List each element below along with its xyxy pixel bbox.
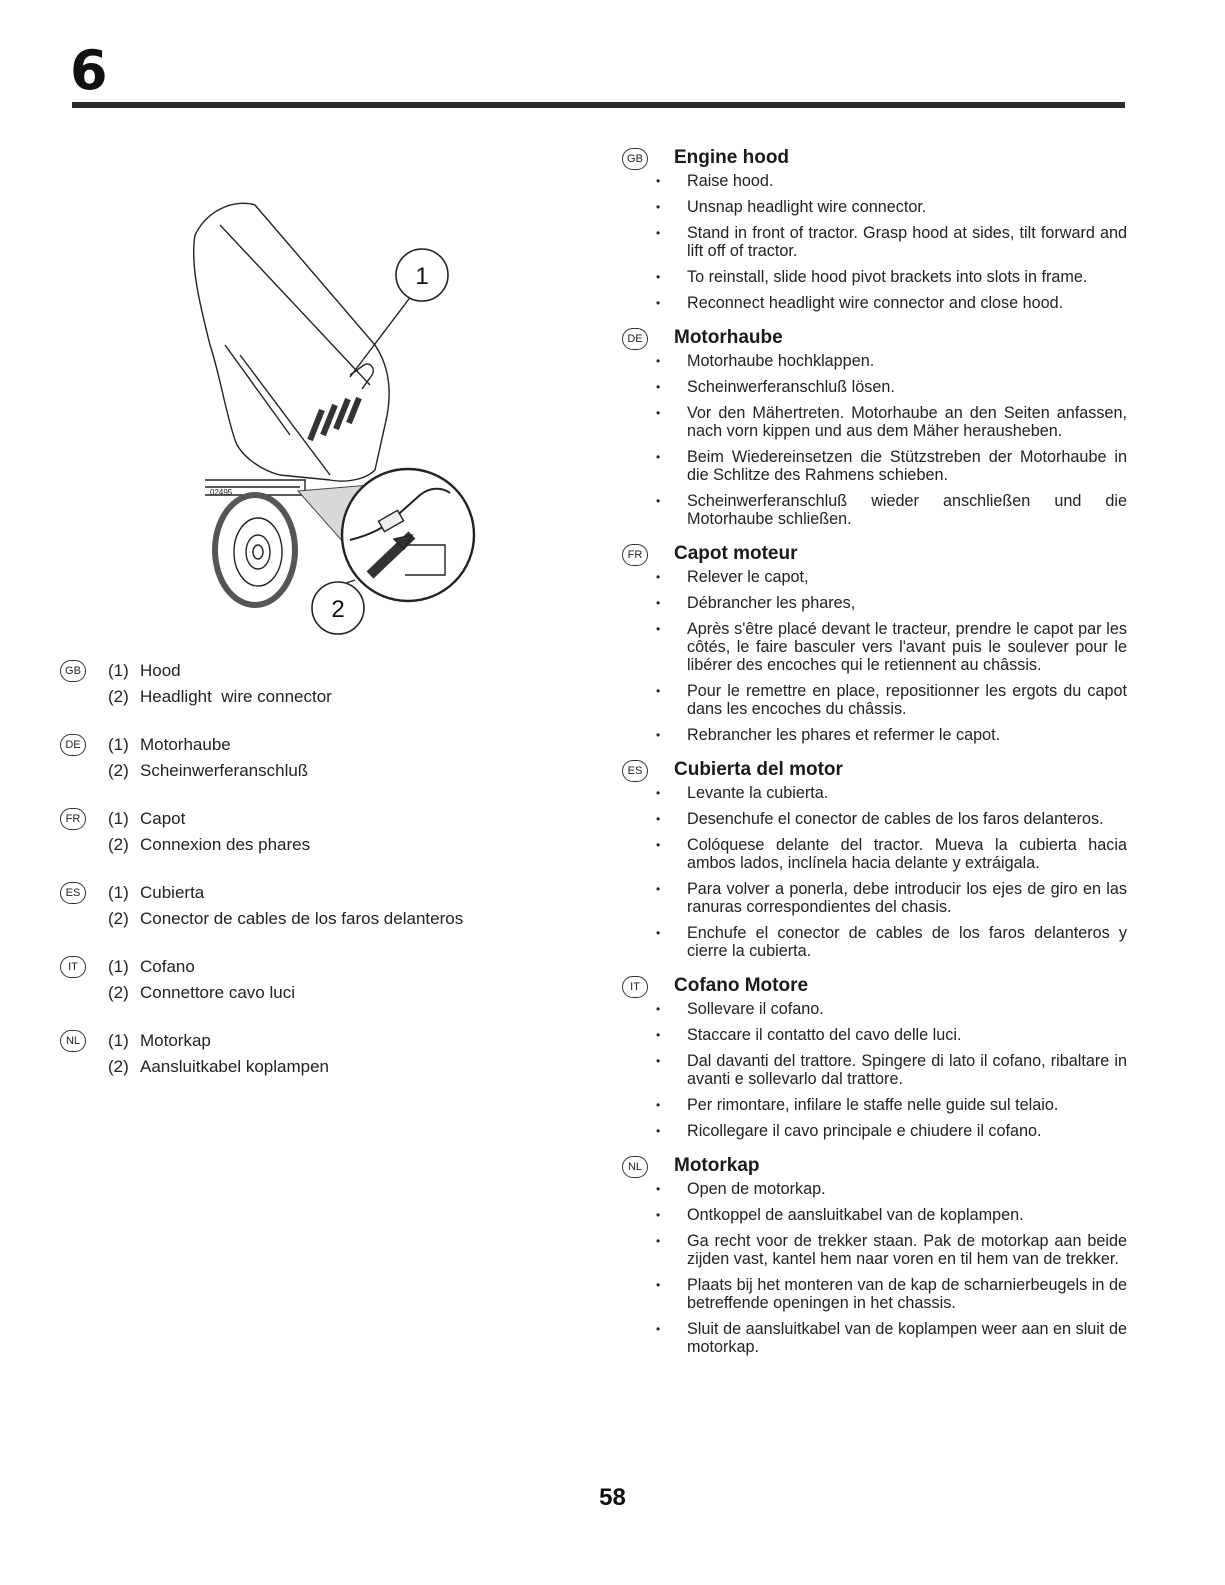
section-it [622, 974, 1127, 1140]
legend-num: (1) [108, 661, 129, 680]
chapter-number: 6 [70, 39, 108, 102]
section-de [622, 326, 1127, 528]
bullet-list [622, 1180, 1127, 1356]
legend-text: Headlight wire connector [140, 687, 332, 706]
list-item: • Reconnect headlight wire connector and close hood. [687, 294, 1127, 312]
legend-num: (2) [108, 1057, 129, 1076]
page-number: 58 [599, 1484, 626, 1511]
list-item: • Levante la cubierta. [687, 784, 1127, 802]
section-fr [622, 542, 1127, 744]
callout-2-label: 2 [331, 596, 345, 623]
legend-text: Motorkap [140, 1031, 211, 1050]
section-title: Cubierta del motor [674, 759, 843, 780]
flag-it-icon: IT [60, 956, 86, 978]
list-item: • Colóquese delante del tractor. Mueva la cubierta hacia ambos lados, inclínela hacia delante y extráigala. [687, 836, 1127, 872]
flag-de-icon: DE [622, 328, 648, 350]
list-item: • Sluit de aansluitkabel van de koplampen weer aan en sluit de motorkap. [687, 1320, 1127, 1356]
legend-text: Capot [140, 809, 186, 828]
legend-fr [60, 806, 580, 858]
flag-nl-icon: NL [622, 1156, 648, 1178]
header-rule [72, 102, 1125, 108]
list-item: • Unsnap headlight wire connector. [687, 198, 1127, 216]
list-item: • Stand in front of tractor. Grasp hood at sides, tilt forward and lift off of tractor. [687, 224, 1127, 260]
legend-num: (2) [108, 761, 129, 780]
legend-text: Cofano [140, 957, 195, 976]
legend-nl [60, 1028, 580, 1080]
list-item: • Dal davanti del trattore. Spingere di lato il cofano, ribaltare in avanti e sollevarlo dal trattore. [687, 1052, 1127, 1088]
list-item: • Enchufe el conector de cables de los faros delanteros y cierre la cubierta. [687, 924, 1127, 960]
list-item: • Scheinwerferanschluß wieder anschließen und die Motorhaube schließen. [687, 492, 1127, 528]
bullet-list [622, 172, 1127, 312]
section-nl [622, 1154, 1127, 1356]
legend-text: Connettore cavo luci [140, 983, 295, 1002]
legend-gb [60, 658, 580, 710]
list-item: • Pour le remettre en place, repositionner les ergots du capot dans les encoches du châssis. [687, 682, 1127, 718]
list-item: • Per rimontare, infilare le staffe nelle guide sul telaio. [687, 1096, 1127, 1114]
figure-legend [60, 658, 580, 1102]
list-item: • To reinstall, slide hood pivot brackets into slots in frame. [687, 268, 1127, 286]
flag-nl-icon: NL [60, 1030, 86, 1052]
legend-text: Aansluitkabel koplampen [140, 1057, 330, 1076]
list-item: • Raise hood. [687, 172, 1127, 190]
legend-text: Conector de cables de los faros delanteros [140, 909, 464, 928]
list-item: • Ga recht voor de trekker staan. Pak de motorkap aan beide zijden vast, kantel hem naar voren en til hem van de trekker. [687, 1232, 1127, 1268]
flag-fr-icon: FR [622, 544, 648, 566]
flag-it-icon: IT [622, 976, 648, 998]
legend-num: (1) [108, 809, 129, 828]
list-item: • Vor den Mähertreten. Motorhaube an den Seiten anfassen, nach vorn kippen und aus dem Mäher herausheben. [687, 404, 1127, 440]
list-item: • Beim Wiedereinsetzen die Stützstreben der Motorhaube in die Schlitze des Rahmens schieben. [687, 448, 1127, 484]
list-item: • Sollevare il cofano. [687, 1000, 1127, 1018]
list-item: • Desenchufe el conector de cables de los faros delanteros. [687, 810, 1127, 828]
legend-num: (2) [108, 983, 129, 1002]
legend-text: Scheinwerferanschluß [140, 761, 309, 780]
list-item: • Ontkoppel de aansluitkabel van de koplampen. [687, 1206, 1127, 1224]
list-item: • Plaats bij het monteren van de kap de scharnierbeugels in de betreffende openingen in het chassis. [687, 1276, 1127, 1312]
list-item: • Rebrancher les phares et refermer le capot. [687, 726, 1127, 744]
flag-de-icon: DE [60, 734, 86, 756]
legend-de [60, 732, 580, 784]
list-item: • Staccare il contatto del cavo delle luci. [687, 1026, 1127, 1044]
bullet-list [622, 1000, 1127, 1140]
list-item: • Ricollegare il cavo principale e chiudere il cofano. [687, 1122, 1127, 1140]
legend-num: (1) [108, 883, 129, 902]
legend-num: (2) [108, 909, 129, 928]
legend-num: (1) [108, 1031, 129, 1050]
instructions-column [622, 146, 1127, 1370]
legend-es [60, 880, 580, 932]
section-title: Engine hood [674, 147, 790, 168]
flag-es-icon: ES [622, 760, 648, 782]
flag-fr-icon: FR [60, 808, 86, 830]
section-title: Cofano Motore [674, 975, 809, 996]
section-es [622, 758, 1127, 960]
section-gb [622, 146, 1127, 312]
legend-num: (1) [108, 957, 129, 976]
bullet-list [622, 352, 1127, 528]
bullet-list [622, 568, 1127, 744]
legend-num: (2) [108, 687, 129, 706]
legend-it [60, 954, 580, 1006]
flag-gb-icon: GB [60, 660, 86, 682]
list-item: • Après s'être placé devant le tracteur, prendre le capot par les côtés, le faire basculer vers l'avant puis le soulever pour le libérer des encoches qui le retiennent au châssis. [687, 620, 1127, 674]
part-code: 02495 [210, 488, 233, 497]
callout-1-label: 1 [415, 263, 429, 290]
flag-gb-icon: GB [622, 148, 648, 170]
legend-num: (2) [108, 835, 129, 854]
flag-es-icon: ES [60, 882, 86, 904]
list-item: • Motorhaube hochklappen. [687, 352, 1127, 370]
legend-text: Cubierta [140, 883, 205, 902]
list-item: • Relever le capot, [687, 568, 1127, 586]
list-item: • Open de motorkap. [687, 1180, 1127, 1198]
legend-text: Connexion des phares [140, 835, 311, 854]
legend-text: Motorhaube [140, 735, 231, 754]
section-title: Motorkap [674, 1155, 760, 1176]
list-item: • Scheinwerferanschluß lösen. [687, 378, 1127, 396]
legend-num: (1) [108, 735, 129, 754]
section-title: Motorhaube [674, 327, 783, 348]
hood-illustration [180, 195, 480, 635]
section-title: Capot moteur [674, 543, 798, 564]
bullet-list [622, 784, 1127, 960]
legend-text: Hood [140, 661, 181, 680]
list-item: • Para volver a ponerla, debe introducir los ejes de giro en las ranuras correspondientes del chasis. [687, 880, 1127, 916]
list-item: • Débrancher les phares, [687, 594, 1127, 612]
